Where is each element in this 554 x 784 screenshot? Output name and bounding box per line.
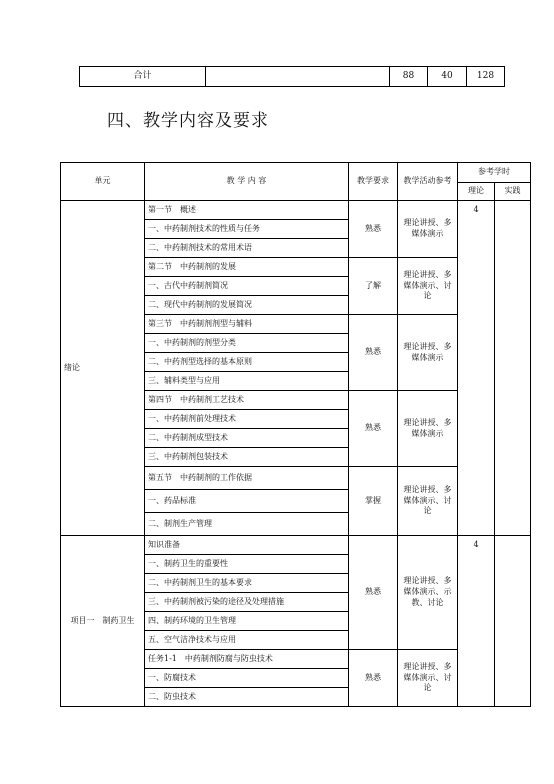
header-practice: 实践: [495, 183, 531, 201]
content-row: 二、制剂生产管理: [145, 513, 349, 536]
section-heading: 四、教学内容及要求: [107, 111, 269, 131]
content-row: 三、辅料类型与应用: [145, 372, 349, 391]
requirement-cell: 熟悉: [349, 650, 398, 707]
unit-name: 项目一 制药卫生: [61, 536, 145, 707]
activity-cell: 理论讲授、多媒体演示、讨论: [398, 258, 458, 315]
content-row: 三、中药制剂包装技术: [145, 448, 349, 467]
practice-hours-cell: [495, 201, 531, 536]
header-hours: 参考学时: [458, 163, 531, 183]
requirement-cell: 了解: [349, 258, 398, 315]
content-row: 任务1-1 中药制剂防腐与防虫技术: [145, 650, 349, 669]
content-row: 知识准备: [145, 536, 349, 555]
header-unit: 单元: [61, 163, 145, 201]
summary-table: [79, 66, 505, 87]
content-row: 一、制药卫生的重要性: [145, 555, 349, 574]
content-row: 一、中药制剂前处理技术: [145, 410, 349, 429]
requirement-cell: 熟悉: [349, 536, 398, 650]
content-row: 一、药品标准: [145, 490, 349, 513]
activity-cell: 理论讲授、多媒体演示、讨论: [398, 650, 458, 707]
theory-hours-cell: 4: [458, 201, 495, 536]
theory-hours-cell: 4: [458, 536, 495, 707]
unit-name: 绪论: [61, 201, 145, 536]
requirement-cell: 掌握: [349, 467, 398, 536]
content-row: 第五节 中药制剂的工作依据: [145, 467, 349, 490]
header-content: 教 学 内 容: [145, 163, 349, 201]
activity-cell: 理论讲授、多媒体演示: [398, 391, 458, 467]
practice-hours-cell: [495, 536, 531, 707]
content-row: 一、中药制剂的剂型分类: [145, 334, 349, 353]
content-row: 第四节 中药制剂工艺技术: [145, 391, 349, 410]
content-row: 一、中药制剂技术的性质与任务: [145, 220, 349, 239]
activity-cell: 理论讲授、多媒体演示、示教、讨论: [398, 536, 458, 650]
content-row: 四、制药环境的卫生管理: [145, 612, 349, 631]
content-row: 二、中药制剂卫生的基本要求: [145, 574, 349, 593]
requirement-cell: 熟悉: [349, 315, 398, 391]
content-table: [60, 162, 531, 707]
content-row: 二、防虫技术: [145, 688, 349, 707]
header-requirement: 教学要求: [349, 163, 398, 201]
summary-empty-cell: [206, 67, 390, 87]
content-row: 二、中药制剂技术的常用术语: [145, 239, 349, 258]
content-row: 二、中药制剂成型技术: [145, 429, 349, 448]
requirement-cell: 熟悉: [349, 201, 398, 258]
content-row: 第三节 中药制剂剂型与辅料: [145, 315, 349, 334]
content-row: 二、现代中药制剂的发展简况: [145, 296, 349, 315]
header-activity: 教学活动参考: [398, 163, 458, 201]
summary-total-hours: 128: [467, 67, 505, 87]
content-row: 一、防腐技术: [145, 669, 349, 688]
content-row: 三、中药制剂被污染的途径及处理措施: [145, 593, 349, 612]
header-theory: 理论: [458, 183, 495, 201]
activity-cell: 理论讲授、多媒体演示: [398, 315, 458, 391]
activity-cell: 理论讲授、多媒体演示、讨论: [398, 467, 458, 536]
content-row: 第一节 概述: [145, 201, 349, 220]
summary-label: 合计: [80, 67, 206, 87]
content-row: 一、古代中药制剂简况: [145, 277, 349, 296]
content-row: 五、空气洁净技术与应用: [145, 631, 349, 650]
requirement-cell: 熟悉: [349, 391, 398, 467]
activity-cell: 理论讲授、多媒体演示: [398, 201, 458, 258]
content-row: 二、中药剂型选择的基本原则: [145, 353, 349, 372]
summary-practice-hours: 40: [428, 67, 467, 87]
content-row: 第二节 中药制剂的发展: [145, 258, 349, 277]
summary-theory-hours: 88: [390, 67, 428, 87]
